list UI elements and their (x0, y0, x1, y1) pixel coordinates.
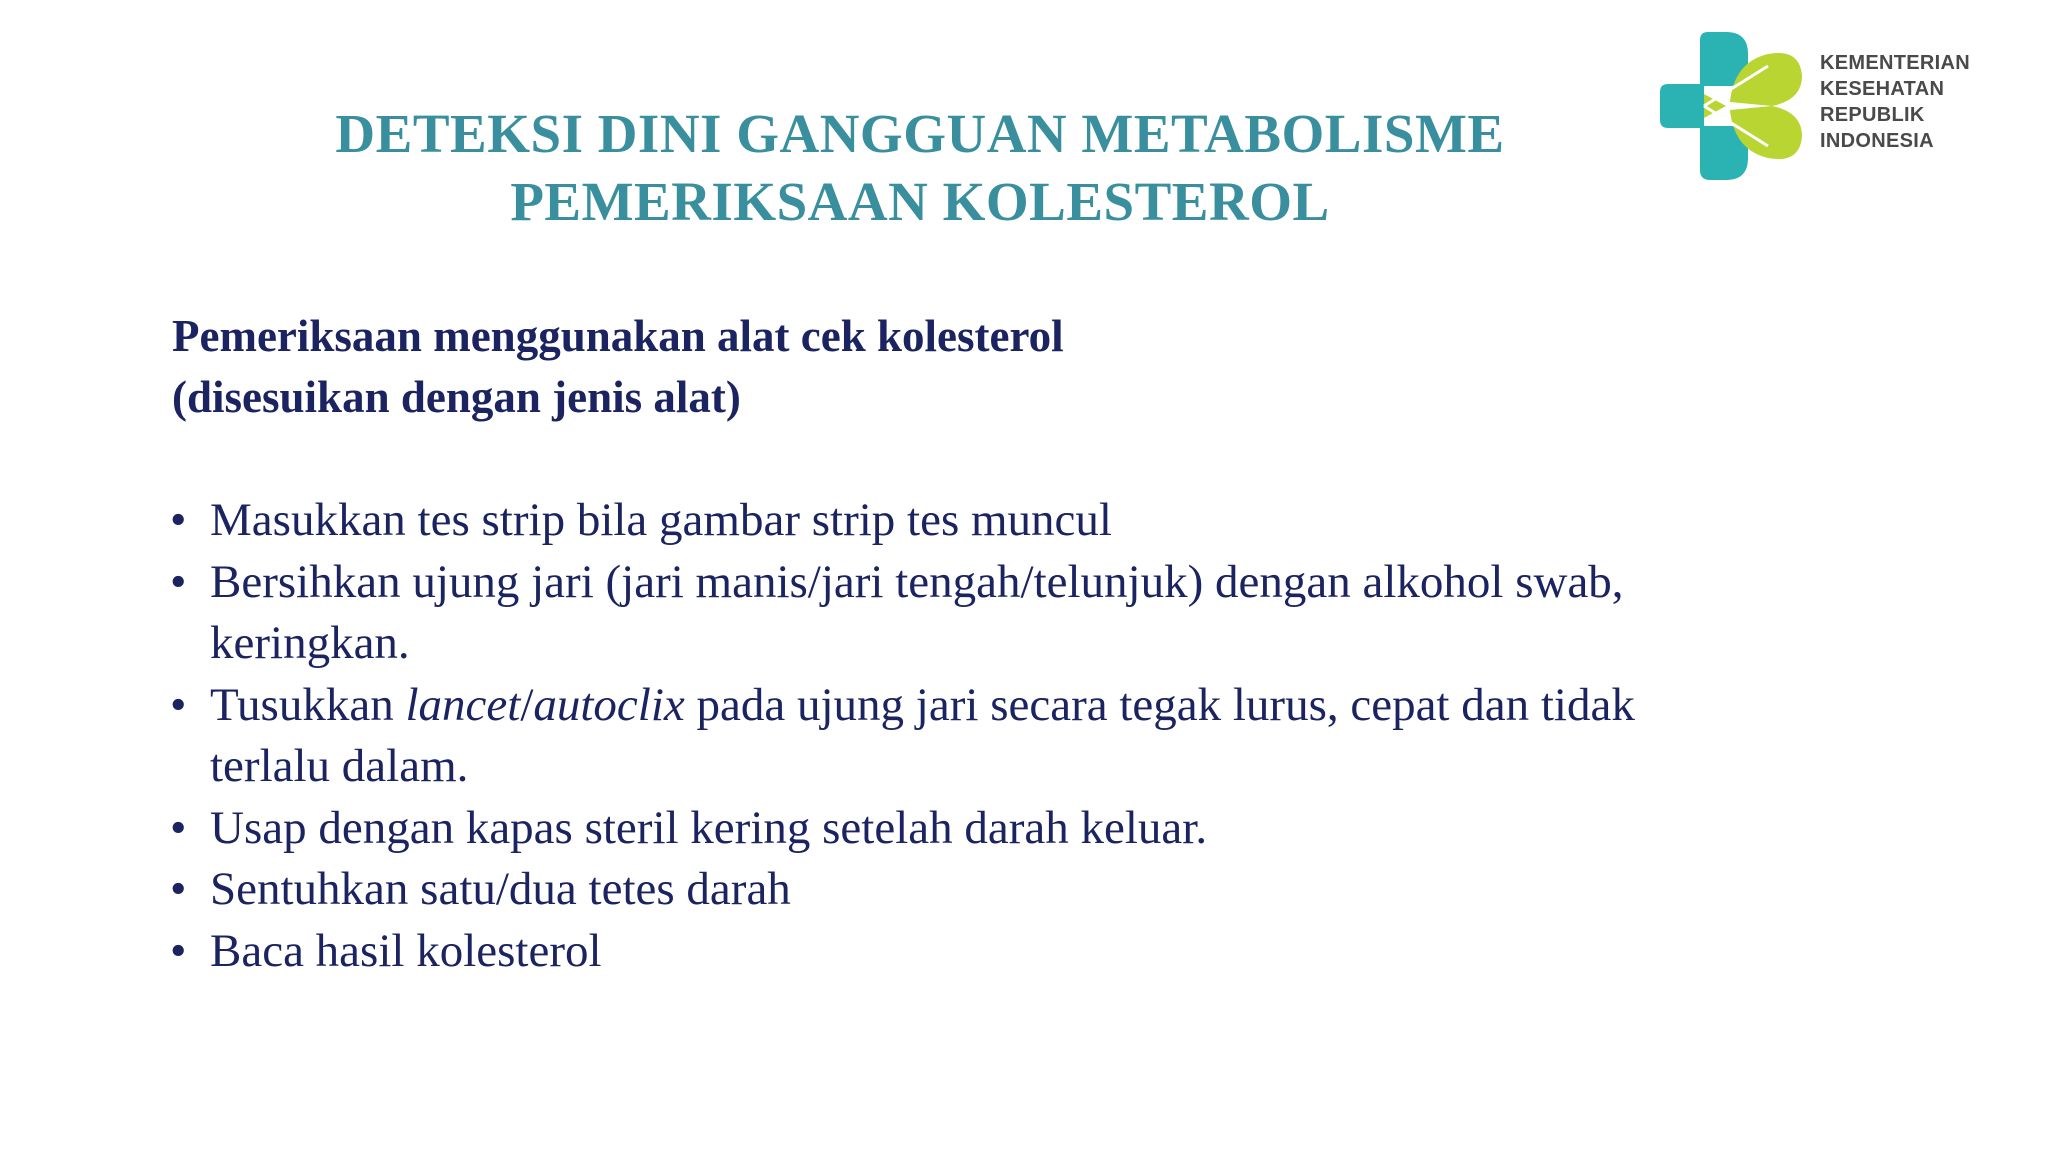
logo-line-2: KESEHATAN (1820, 78, 1945, 100)
step-2-text-line-1: Bersihkan ujung jari (jari manis/jari tengah/telunjuk) dengan alkohol swab, (210, 555, 1624, 608)
list-item (170, 921, 1990, 983)
step-3-lancet: lancet (405, 678, 521, 731)
step-3-text-line-1 (210, 675, 1990, 737)
kemenkes-logo (1660, 32, 1980, 180)
bullet: • (170, 863, 187, 915)
list-item (170, 552, 1990, 675)
list-item (170, 859, 1990, 921)
subheading-line-2: (disesuikan dengan jenis alat) (172, 372, 741, 422)
kemenkes-logo-icon (1660, 32, 1802, 180)
bullet: • (170, 494, 187, 546)
list-item (170, 798, 1990, 860)
step-3-autoclix: autoclix (533, 678, 685, 731)
bullet: • (170, 924, 187, 977)
subheading-line-1: Pemeriksaan menggunakan alat cek kolesterol (172, 311, 1064, 361)
step-3-pre: Tusukkan (210, 678, 406, 731)
logo-line-1: KEMENTERIAN (1820, 52, 1970, 74)
step-6-text: Baca hasil kolesterol (210, 924, 602, 977)
logo-text (1820, 50, 1970, 154)
slide-title (240, 100, 1600, 236)
step-1-text: Masukkan tes strip bila gambar strip tes muncul (210, 494, 1112, 546)
steps-list (170, 490, 1990, 982)
list-item (170, 490, 1990, 552)
logo-line-4: INDONESIA (1820, 130, 1934, 152)
step-3-text-line-2: terlalu dalam. (210, 740, 469, 792)
step-5-text: Sentuhkan satu/dua tetes darah (210, 863, 791, 915)
step-2-text-line-2: keringkan. (210, 617, 410, 669)
title-line-2: PEMERIKSAAN KOLESTEROL (510, 171, 1330, 232)
step-4-text: Usap dengan kapas steril kering setelah darah keluar. (210, 801, 1208, 854)
bullet: • (170, 678, 187, 731)
step-3-post: pada ujung jari secara tegak lurus, cepat dan tidak (684, 678, 1635, 731)
list-item (170, 675, 1990, 798)
bullet: • (170, 801, 187, 854)
subheading (172, 306, 1064, 428)
logo-line-3: REPUBLIK (1820, 104, 1925, 126)
step-3-slash: / (520, 678, 534, 731)
bullet: • (170, 555, 187, 608)
title-line-1: DETEKSI DINI GANGGUAN METABOLISME (335, 103, 1505, 164)
